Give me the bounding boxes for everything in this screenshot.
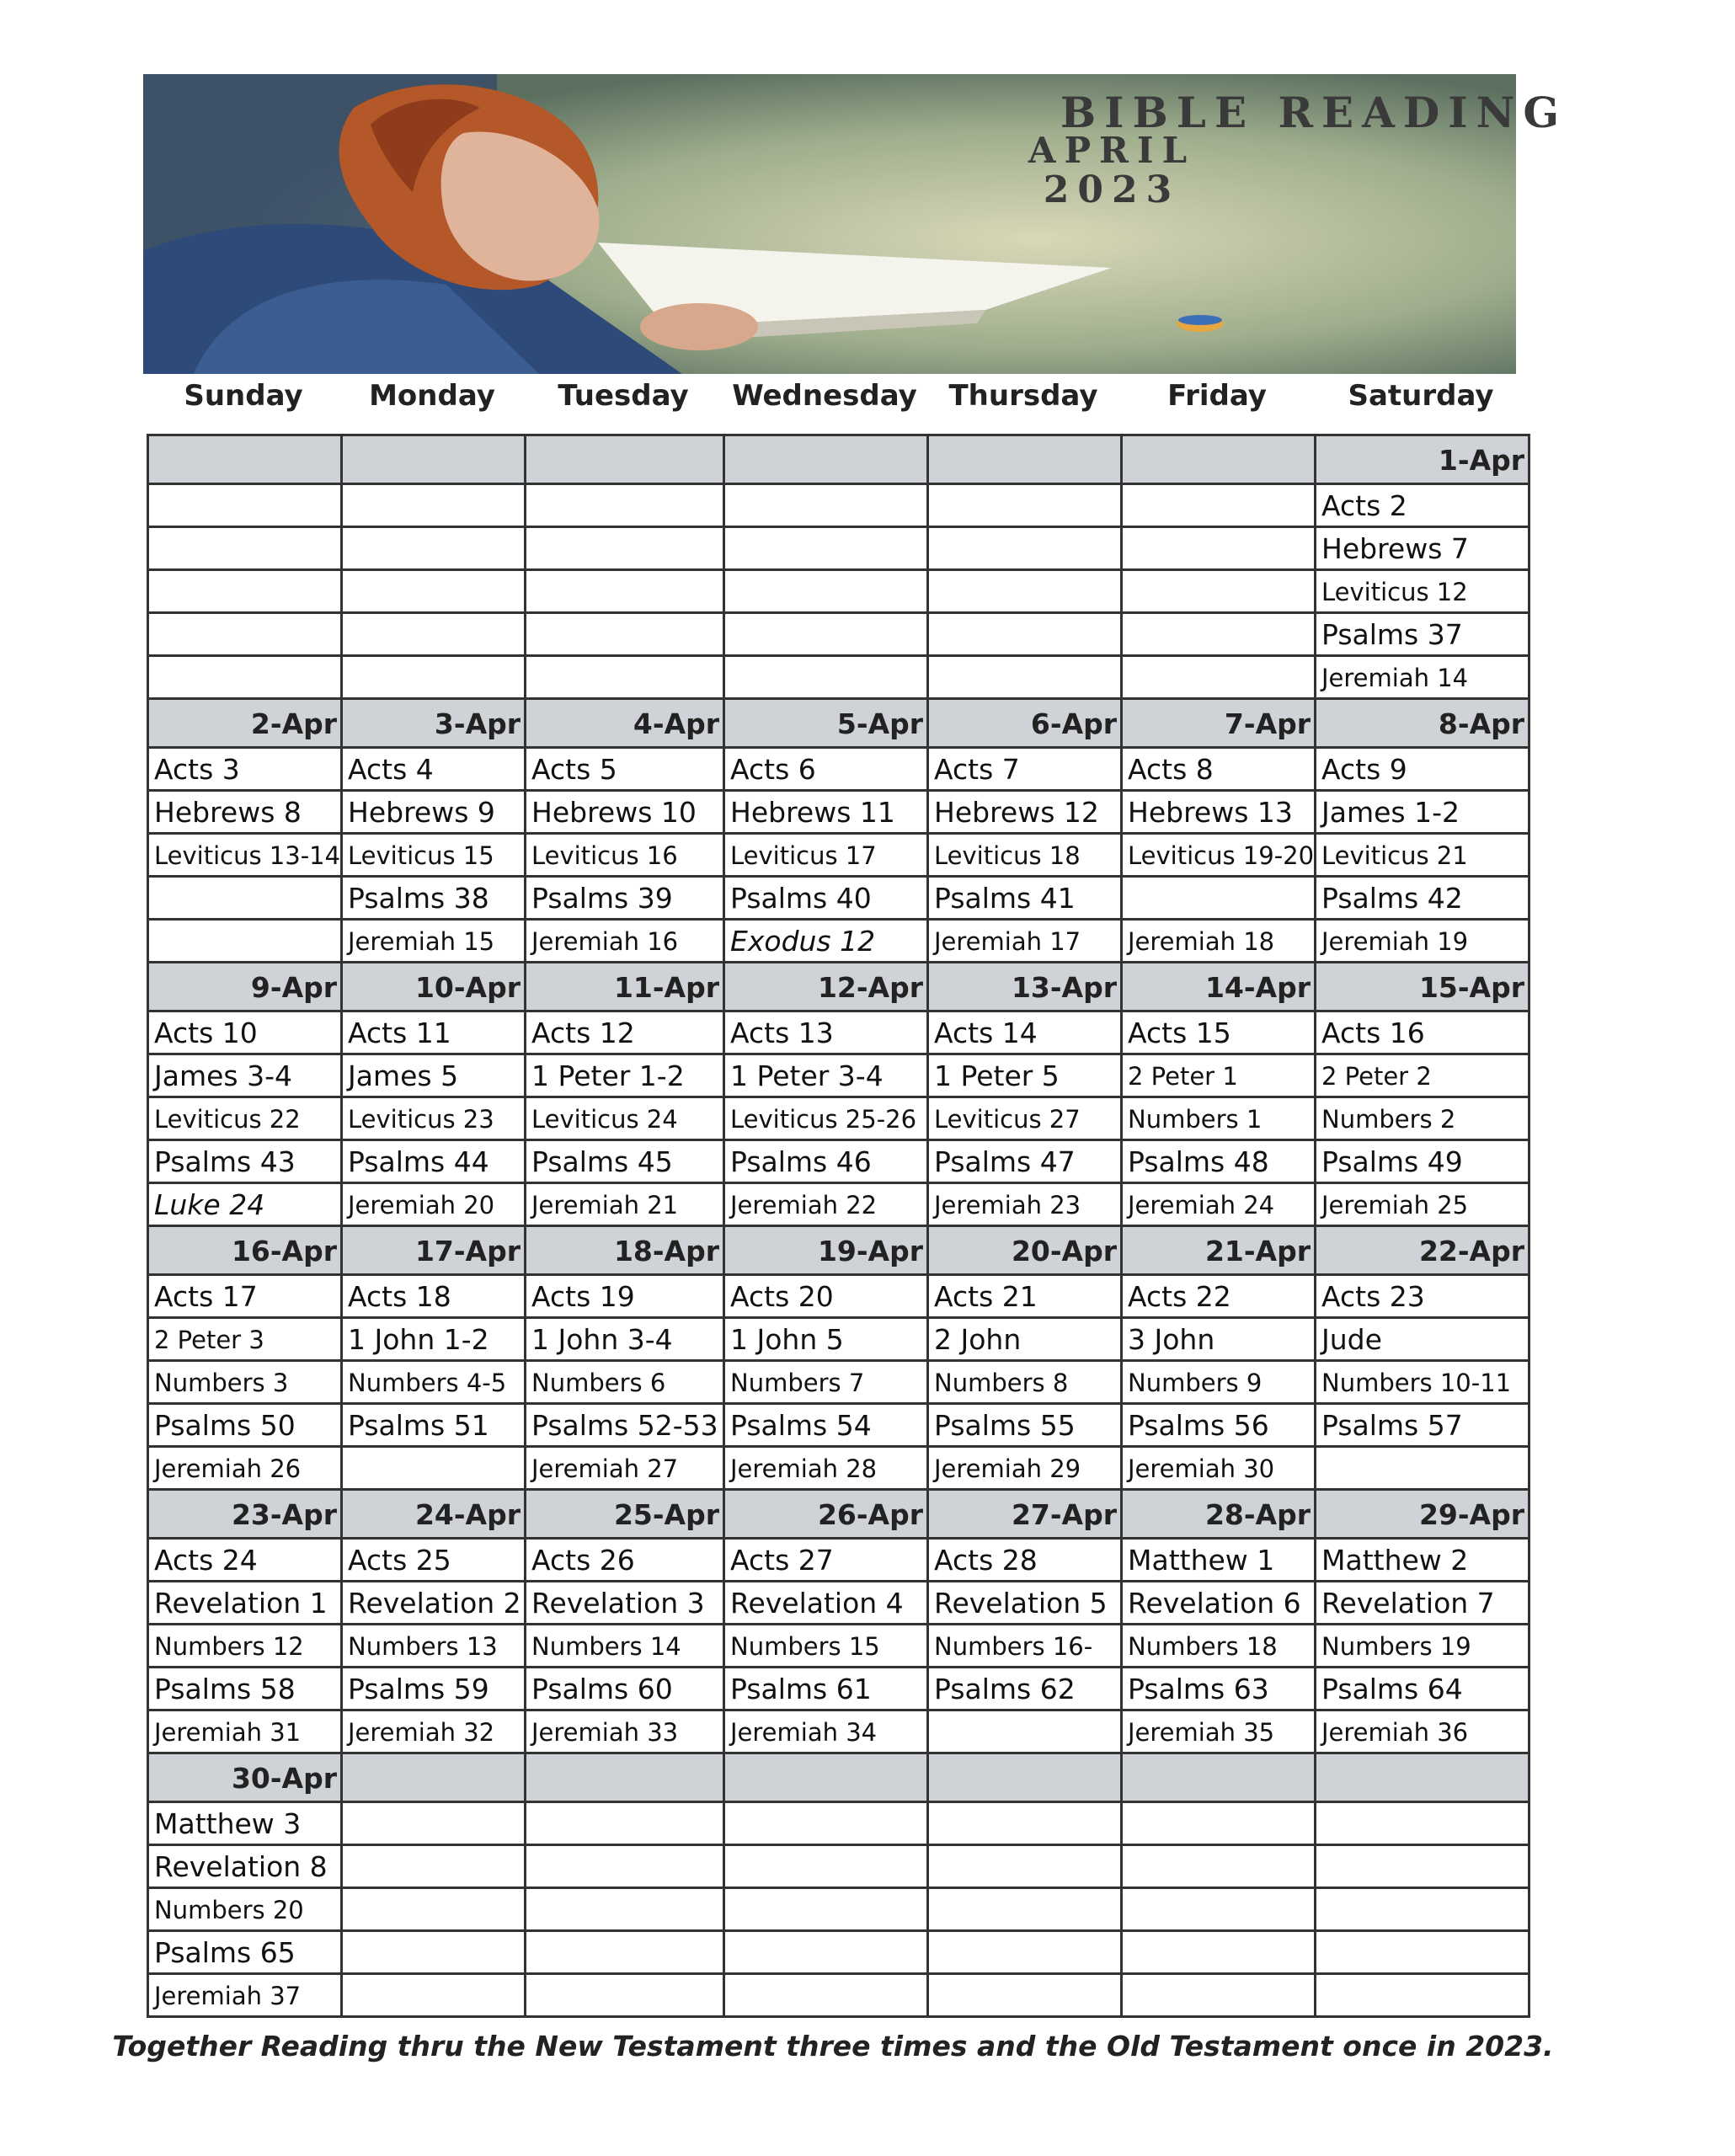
reading-cell [149, 614, 343, 657]
reading-cell: Psalms 46 [725, 1141, 929, 1184]
date-cell: 13-Apr [929, 963, 1123, 1012]
reading-cell [526, 528, 725, 571]
reading-cell: Acts 8 [1123, 749, 1316, 792]
reading-cell: Numbers 3 [149, 1362, 343, 1405]
reading-cell: Numbers 7 [725, 1362, 929, 1405]
reading-cell: Acts 2 [1316, 485, 1530, 528]
reading-cell [149, 485, 343, 528]
reading-cell: Acts 16 [1316, 1012, 1530, 1055]
reading-cell: Psalms 44 [343, 1141, 526, 1184]
banner-month: APRIL [1028, 130, 1196, 171]
reading-cell [1123, 528, 1316, 571]
reading-cell: Revelation 1 [149, 1582, 343, 1625]
date-cell: 7-Apr [1123, 700, 1316, 749]
reading-cell: Psalms 62 [929, 1668, 1123, 1711]
reading-cell: Revelation 2 [343, 1582, 526, 1625]
reading-cell [526, 1846, 725, 1889]
reading-cell: Jeremiah 18 [1123, 921, 1316, 963]
reading-cell: Numbers 18 [1123, 1625, 1316, 1668]
reading-cell: 3 John [1123, 1319, 1316, 1362]
reading-cell: Numbers 20 [149, 1889, 343, 1932]
reading-cell [149, 921, 343, 963]
reading-cell: Matthew 3 [149, 1803, 343, 1846]
reading-cell: Leviticus 24 [526, 1098, 725, 1141]
reading-cell: Psalms 65 [149, 1932, 343, 1975]
reading-cell: Leviticus 13-14 [149, 835, 343, 878]
reading-cell [343, 614, 526, 657]
date-cell: 23-Apr [149, 1491, 343, 1540]
reading-cell: Revelation 3 [526, 1582, 725, 1625]
date-cell [1123, 1754, 1316, 1803]
reading-cell [526, 657, 725, 700]
weekday-saturday: Saturday [1348, 379, 1494, 413]
reading-cell: James 3-4 [149, 1055, 343, 1098]
reading-cell: Hebrews 12 [929, 792, 1123, 835]
reading-cell: Acts 11 [343, 1012, 526, 1055]
date-cell [725, 436, 929, 485]
reading-cell: Acts 26 [526, 1540, 725, 1582]
reading-cell: Psalms 47 [929, 1141, 1123, 1184]
reading-cell: Psalms 41 [929, 878, 1123, 921]
reading-cell: Psalms 49 [1316, 1141, 1530, 1184]
reading-cell [929, 528, 1123, 571]
reading-cell: Revelation 5 [929, 1582, 1123, 1625]
reading-cell: 2 Peter 2 [1316, 1055, 1530, 1098]
reading-cell: Acts 18 [343, 1276, 526, 1319]
reading-cell: Numbers 1 [1123, 1098, 1316, 1141]
reading-cell [725, 657, 929, 700]
reading-cell: Psalms 63 [1123, 1668, 1316, 1711]
reading-cell: Psalms 51 [343, 1405, 526, 1448]
reading-cell: 1 Peter 1-2 [526, 1055, 725, 1098]
reading-cell: Acts 25 [343, 1540, 526, 1582]
reading-cell [725, 1975, 929, 2018]
reading-cell: Jeremiah 26 [149, 1448, 343, 1491]
reading-cell: Revelation 4 [725, 1582, 929, 1625]
reading-cell [1316, 1975, 1530, 2018]
reading-cell: Jeremiah 31 [149, 1711, 343, 1754]
reading-cell: Leviticus 22 [149, 1098, 343, 1141]
reading-cell: Hebrews 13 [1123, 792, 1316, 835]
reading-cell [343, 485, 526, 528]
reading-cell [1123, 878, 1316, 921]
reading-cell [929, 1975, 1123, 2018]
reading-cell: 1 Peter 5 [929, 1055, 1123, 1098]
weekday-friday: Friday [1167, 379, 1267, 413]
reading-cell: Hebrews 8 [149, 792, 343, 835]
reading-cell: Acts 24 [149, 1540, 343, 1582]
reading-cell: Numbers 9 [1123, 1362, 1316, 1405]
reading-cell [929, 571, 1123, 614]
reading-cell: Jeremiah 25 [1316, 1184, 1530, 1227]
reading-cell: Acts 5 [526, 749, 725, 792]
reading-cell [526, 485, 725, 528]
reading-cell [1123, 1932, 1316, 1975]
date-cell [343, 436, 526, 485]
reading-cell: Jeremiah 35 [1123, 1711, 1316, 1754]
reading-cell: Jeremiah 22 [725, 1184, 929, 1227]
reading-cell [343, 1932, 526, 1975]
date-cell: 29-Apr [1316, 1491, 1530, 1540]
reading-cell: Leviticus 21 [1316, 835, 1530, 878]
date-cell [929, 1754, 1123, 1803]
date-cell: 22-Apr [1316, 1227, 1530, 1276]
date-cell: 25-Apr [526, 1491, 725, 1540]
reading-cell: Revelation 7 [1316, 1582, 1530, 1625]
reading-cell [929, 1846, 1123, 1889]
reading-cell [343, 1889, 526, 1932]
weekday-wednesday: Wednesday [732, 379, 917, 413]
reading-cell: Jeremiah 17 [929, 921, 1123, 963]
reading-cell [343, 528, 526, 571]
date-cell: 16-Apr [149, 1227, 343, 1276]
reading-cell: Luke 24 [149, 1184, 343, 1227]
weekday-header-row [147, 371, 1528, 421]
reading-cell [725, 1846, 929, 1889]
date-cell: 6-Apr [929, 700, 1123, 749]
date-cell: 1-Apr [1316, 436, 1530, 485]
reading-cell: Exodus 12 [725, 921, 929, 963]
date-cell [929, 436, 1123, 485]
reading-cell: Psalms 60 [526, 1668, 725, 1711]
reading-cell [1123, 485, 1316, 528]
date-cell [725, 1754, 929, 1803]
reading-cell: 1 John 5 [725, 1319, 929, 1362]
reading-cell: Jeremiah 27 [526, 1448, 725, 1491]
reading-cell: Psalms 38 [343, 878, 526, 921]
reading-cell: Jeremiah 24 [1123, 1184, 1316, 1227]
reading-cell: Numbers 12 [149, 1625, 343, 1668]
reading-cell: Psalms 43 [149, 1141, 343, 1184]
reading-cell: Jeremiah 32 [343, 1711, 526, 1754]
reading-cell: Matthew 2 [1316, 1540, 1530, 1582]
reading-cell: Acts 15 [1123, 1012, 1316, 1055]
reading-cell: Acts 22 [1123, 1276, 1316, 1319]
reading-cell [1123, 1975, 1316, 2018]
weekday-tuesday: Tuesday [558, 379, 689, 413]
reading-cell: Psalms 45 [526, 1141, 725, 1184]
reading-cell: Jeremiah 28 [725, 1448, 929, 1491]
date-cell: 26-Apr [725, 1491, 929, 1540]
date-cell: 18-Apr [526, 1227, 725, 1276]
reading-cell: Psalms 39 [526, 878, 725, 921]
reading-cell: Jeremiah 15 [343, 921, 526, 963]
reading-cell: Revelation 8 [149, 1846, 343, 1889]
date-cell: 12-Apr [725, 963, 929, 1012]
reading-cell: Acts 14 [929, 1012, 1123, 1055]
reading-cell: Acts 20 [725, 1276, 929, 1319]
reading-cell: Psalms 48 [1123, 1141, 1316, 1184]
reading-cell: Acts 9 [1316, 749, 1530, 792]
footer-note: Together Reading thru the New Testament three times and the Old Testament once in 2023. [112, 2030, 1554, 2063]
reading-cell: Leviticus 19-20 [1123, 835, 1316, 878]
reading-cell [526, 1975, 725, 2018]
date-cell: 4-Apr [526, 700, 725, 749]
reading-cell [526, 571, 725, 614]
reading-cell [725, 528, 929, 571]
date-cell: 15-Apr [1316, 963, 1530, 1012]
date-cell: 9-Apr [149, 963, 343, 1012]
reading-cell [149, 528, 343, 571]
reading-cell: Numbers 8 [929, 1362, 1123, 1405]
weekday-thursday: Thursday [948, 379, 1098, 413]
date-cell: 2-Apr [149, 700, 343, 749]
reading-cell: Acts 12 [526, 1012, 725, 1055]
weekday-sunday: Sunday [184, 379, 303, 413]
header-banner [143, 74, 1568, 374]
banner-title: BIBLE READING [1060, 88, 1568, 137]
date-cell: 21-Apr [1123, 1227, 1316, 1276]
date-cell: 3-Apr [343, 700, 526, 749]
reading-cell: Acts 23 [1316, 1276, 1530, 1319]
reading-cell [149, 657, 343, 700]
reading-cell: Hebrews 7 [1316, 528, 1530, 571]
date-cell: 27-Apr [929, 1491, 1123, 1540]
reading-cell: Jeremiah 36 [1316, 1711, 1530, 1754]
reading-cell: Leviticus 25-26 [725, 1098, 929, 1141]
reading-cell: Acts 7 [929, 749, 1123, 792]
reading-cell: Leviticus 23 [343, 1098, 526, 1141]
reading-cell [725, 1803, 929, 1846]
reading-cell: Psalms 58 [149, 1668, 343, 1711]
reading-cell: Numbers 19 [1316, 1625, 1530, 1668]
reading-cell [343, 1803, 526, 1846]
reading-cell: Leviticus 17 [725, 835, 929, 878]
reading-cell: Jeremiah 20 [343, 1184, 526, 1227]
reading-cell [725, 485, 929, 528]
reading-cell [725, 1932, 929, 1975]
date-cell: 17-Apr [343, 1227, 526, 1276]
reading-cell [343, 657, 526, 700]
reading-cell [343, 1846, 526, 1889]
reading-cell [343, 571, 526, 614]
reading-cell: Jeremiah 19 [1316, 921, 1530, 963]
reading-cell: Acts 21 [929, 1276, 1123, 1319]
reading-cell: Jeremiah 30 [1123, 1448, 1316, 1491]
reading-cell: Jeremiah 16 [526, 921, 725, 963]
reading-cell: Jeremiah 14 [1316, 657, 1530, 700]
reading-cell: Leviticus 12 [1316, 571, 1530, 614]
reading-cell: Acts 19 [526, 1276, 725, 1319]
reading-cell: 1 Peter 3-4 [725, 1055, 929, 1098]
reading-cell: Acts 28 [929, 1540, 1123, 1582]
reading-cell [1123, 1889, 1316, 1932]
date-cell: 30-Apr [149, 1754, 343, 1803]
reading-cell: Acts 6 [725, 749, 929, 792]
reading-cell: 2 Peter 1 [1123, 1055, 1316, 1098]
reading-cell [1123, 1803, 1316, 1846]
reading-cell: Jude [1316, 1319, 1530, 1362]
reading-cell: Numbers 13 [343, 1625, 526, 1668]
date-cell: 5-Apr [725, 700, 929, 749]
reading-cell: Numbers 2 [1316, 1098, 1530, 1141]
reading-cell: Jeremiah 34 [725, 1711, 929, 1754]
reading-cell [725, 614, 929, 657]
reading-cell: Acts 27 [725, 1540, 929, 1582]
reading-cell [1123, 614, 1316, 657]
reading-cell: Psalms 37 [1316, 614, 1530, 657]
date-cell [526, 1754, 725, 1803]
reading-cell [929, 485, 1123, 528]
reading-cell: Numbers 14 [526, 1625, 725, 1668]
reading-cell [1123, 657, 1316, 700]
date-cell: 19-Apr [725, 1227, 929, 1276]
reading-cell: Jeremiah 33 [526, 1711, 725, 1754]
reading-cell: Leviticus 18 [929, 835, 1123, 878]
reading-cell: Numbers 6 [526, 1362, 725, 1405]
reading-cell [149, 571, 343, 614]
reading-cell: Psalms 40 [725, 878, 929, 921]
reading-cell: 1 John 3-4 [526, 1319, 725, 1362]
reading-cell: Numbers 4-5 [343, 1362, 526, 1405]
reading-cell [526, 1932, 725, 1975]
reading-cell: James 5 [343, 1055, 526, 1098]
reading-cell: Numbers 16- [929, 1625, 1123, 1668]
reading-cell: Leviticus 16 [526, 835, 725, 878]
reading-cell [1316, 1889, 1530, 1932]
date-cell: 28-Apr [1123, 1491, 1316, 1540]
reading-cell: Psalms 56 [1123, 1405, 1316, 1448]
date-cell: 8-Apr [1316, 700, 1530, 749]
reading-cell [1123, 1846, 1316, 1889]
reading-cell: Psalms 52-53 [526, 1405, 725, 1448]
reading-cell: Jeremiah 37 [149, 1975, 343, 2018]
reading-cell: Psalms 59 [343, 1668, 526, 1711]
reading-cell [526, 614, 725, 657]
reading-cell [929, 614, 1123, 657]
reading-cell: Acts 10 [149, 1012, 343, 1055]
date-cell [343, 1754, 526, 1803]
reading-cell [929, 657, 1123, 700]
reading-cell: Psalms 55 [929, 1405, 1123, 1448]
reading-cell [1316, 1846, 1530, 1889]
reading-cell: Psalms 42 [1316, 878, 1530, 921]
date-cell [1316, 1754, 1530, 1803]
banner-year: 2023 [1043, 168, 1181, 211]
reading-cell: Psalms 64 [1316, 1668, 1530, 1711]
reading-cell [929, 1932, 1123, 1975]
reading-cell: 2 John [929, 1319, 1123, 1362]
reading-cell: Psalms 57 [1316, 1405, 1530, 1448]
reading-cell [149, 878, 343, 921]
reading-cell: 2 Peter 3 [149, 1319, 343, 1362]
reading-calendar-grid [147, 434, 1530, 2018]
reading-cell: Psalms 50 [149, 1405, 343, 1448]
date-cell: 10-Apr [343, 963, 526, 1012]
reading-cell [1316, 1932, 1530, 1975]
reading-cell: Acts 17 [149, 1276, 343, 1319]
reading-cell: Jeremiah 21 [526, 1184, 725, 1227]
reading-cell: Hebrews 9 [343, 792, 526, 835]
date-cell: 20-Apr [929, 1227, 1123, 1276]
reading-cell [526, 1889, 725, 1932]
reading-cell: Acts 3 [149, 749, 343, 792]
reading-cell: Hebrews 10 [526, 792, 725, 835]
reading-cell: James 1-2 [1316, 792, 1530, 835]
reading-cell: Revelation 6 [1123, 1582, 1316, 1625]
reading-cell: Jeremiah 29 [929, 1448, 1123, 1491]
reading-cell [725, 571, 929, 614]
date-cell: 11-Apr [526, 963, 725, 1012]
reading-cell [1316, 1448, 1530, 1491]
reading-cell [929, 1803, 1123, 1846]
reading-cell: Jeremiah 23 [929, 1184, 1123, 1227]
reading-cell: Leviticus 15 [343, 835, 526, 878]
date-cell [526, 436, 725, 485]
reading-cell: Numbers 15 [725, 1625, 929, 1668]
reading-cell: Psalms 54 [725, 1405, 929, 1448]
reading-cell: Acts 13 [725, 1012, 929, 1055]
reading-cell: Matthew 1 [1123, 1540, 1316, 1582]
reading-cell [929, 1711, 1123, 1754]
reading-cell [1316, 1803, 1530, 1846]
date-cell [1123, 436, 1316, 485]
date-cell: 24-Apr [343, 1491, 526, 1540]
weekday-monday: Monday [369, 379, 495, 413]
reading-cell [725, 1889, 929, 1932]
reading-cell: 1 John 1-2 [343, 1319, 526, 1362]
reading-cell: Numbers 10-11 [1316, 1362, 1530, 1405]
date-cell [149, 436, 343, 485]
reading-cell [1123, 571, 1316, 614]
date-cell: 14-Apr [1123, 963, 1316, 1012]
reading-cell: Leviticus 27 [929, 1098, 1123, 1141]
reading-cell [929, 1889, 1123, 1932]
reading-cell: Hebrews 11 [725, 792, 929, 835]
reading-cell [343, 1975, 526, 2018]
reading-cell: Psalms 61 [725, 1668, 929, 1711]
reading-cell [526, 1803, 725, 1846]
reading-cell [343, 1448, 526, 1491]
reading-cell: Acts 4 [343, 749, 526, 792]
